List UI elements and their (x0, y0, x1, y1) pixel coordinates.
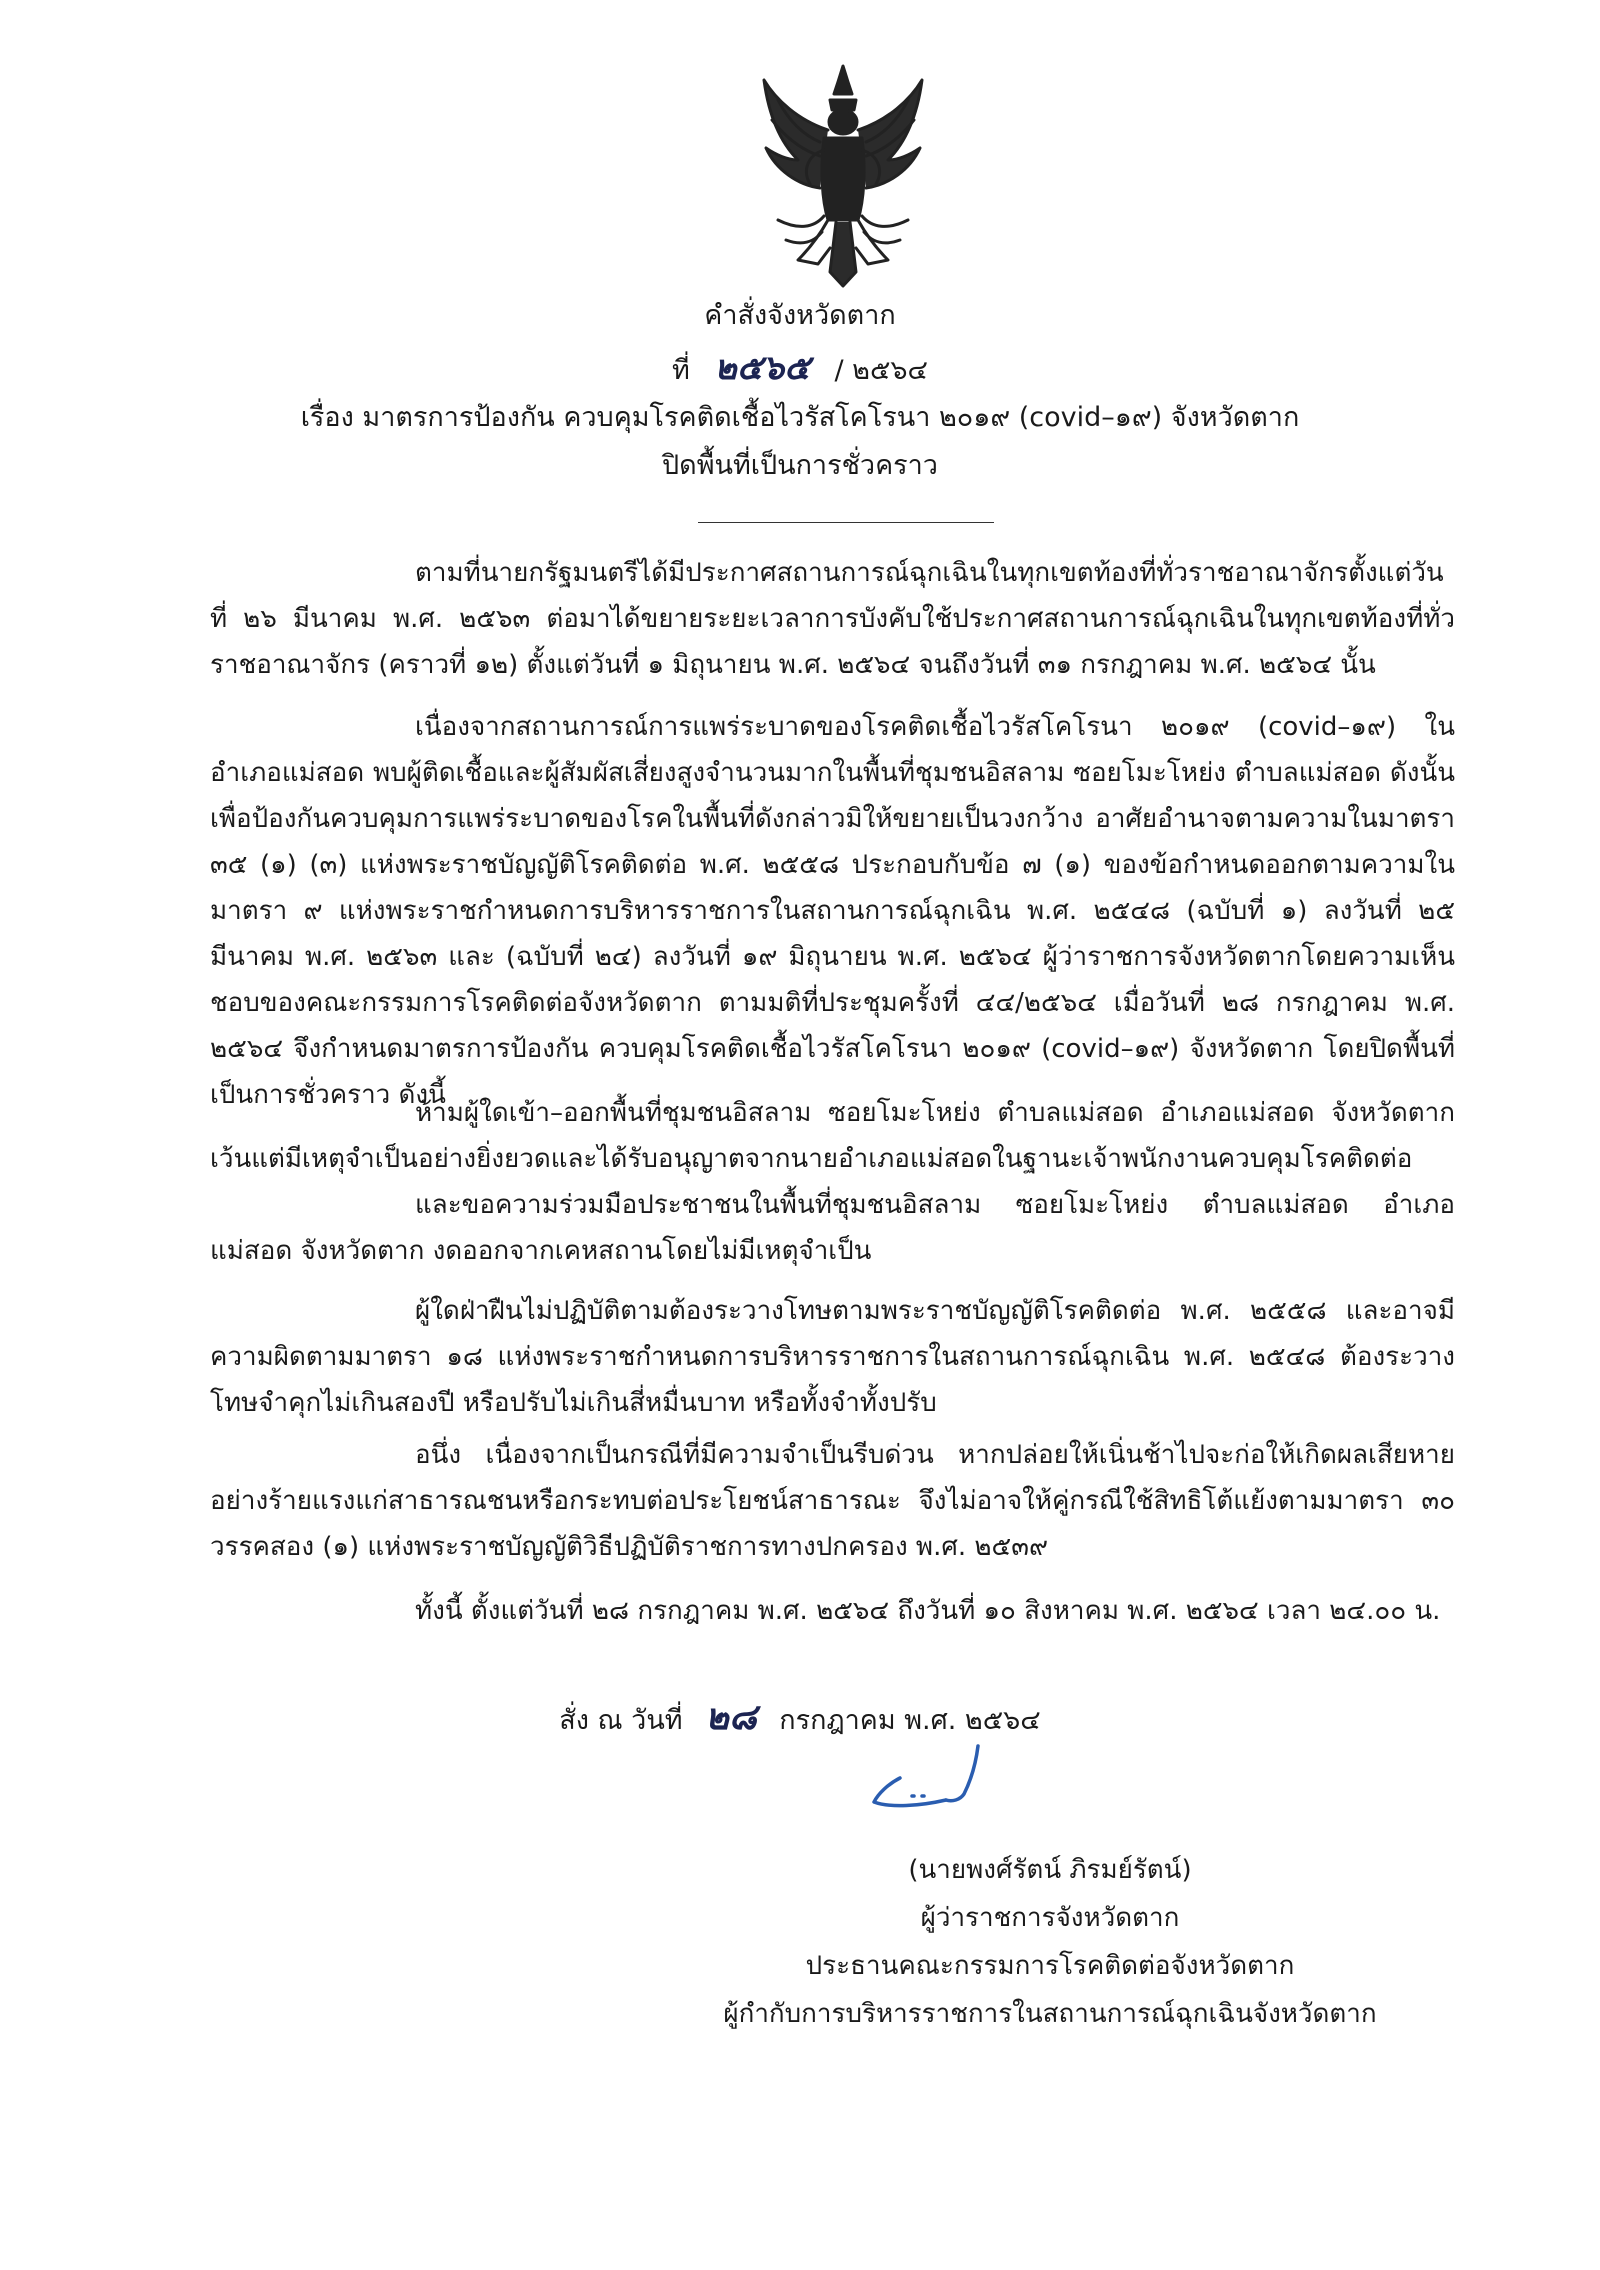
paragraph-3: ห้ามผู้ใดเข้า–ออกพื้นที่ชุมชนอิสลาม ซอยโมะโหย่ง ตำบลแม่สอด อำเภอแม่สอด จังหวัดตาก เว้นแต่มีเหตุจำเป็นอย่างยิ่งยวดและได้รับอนุญาตจากนายอำเภอแม่สอดในฐานะเจ้าพนักงานควบคุมโรคติดต่อ (210, 1098, 1455, 1174)
order-title: คำสั่งจังหวัดตาก (704, 300, 896, 331)
signatory-title-2: ประธานคณะกรรมการโรคติดต่อจังหวัดตาก (805, 1951, 1295, 1981)
subject-line-2: ปิดพื้นที่เป็นการชั่วคราว (662, 450, 938, 481)
date-month-year: กรกฎาคม พ.ศ. ๒๕๖๔ (779, 1705, 1041, 1736)
paragraph-4: และขอความร่วมมือประชาชนในพื้นที่ชุมชนอิสลาม ซอยโมะโหย่ง ตำบลแม่สอด อำเภอแม่สอด จังหวัดตาก งดออกจากเคหสถานโดยไม่มีเหตุจำเป็น (210, 1190, 1455, 1266)
date-prefix: สั่ง ณ วันที่ (559, 1705, 683, 1736)
date-day-handwritten: ๒๘ (705, 1696, 757, 1738)
signatory-name: (นายพงศ์รัตน์ ภิรมย์รัตน์) (908, 1855, 1192, 1885)
paragraph-2: เนื่องจากสถานการณ์การแพร่ระบาดของโรคติดเชื้อไวรัสโคโรนา ๒๐๑๙ (covid–๑๙) ในอำเภอแม่สอด พบผู้ติดเชื้อและผู้สัมผัสเสี่ยงสูงจำนวนมากในพื้นที่ชุมชนอิสลาม ซอยโมะโหย่ง ตำบลแม่สอด ดังนั้นเพื่อป้องกันควบคุมการแพร่ระบาดของโรคในพื้นที่ดังกล่าวมิให้ขยายเป็นวงกว้าง อาศัยอำนาจตามความในมาตรา ๓๕ (๑) (๓) แห่งพระราชบัญญัติโรคติดต่อ พ.ศ. ๒๕๕๘ ประกอบกับข้อ ๗ (๑) ของข้อกำหนดออกตามความในมาตรา ๙ แห่งพระราชกำหนดการบริหารราชการในสถานการณ์ฉุกเฉิน พ.ศ. ๒๕๔๘ (ฉบับที่ ๑) ลงวันที่ ๒๕ มีนาคม พ.ศ. ๒๕๖๓ และ (ฉบับที่ ๒๔) ลงวันที่ ๑๙ มิถุนายน พ.ศ. ๒๕๖๔ ผู้ว่าราชการจังหวัดตากโดยความเห็นชอบของคณะกรรมการโรคติดต่อจังหวัดตาก ตามมติที่ประชุมครั้งที่ ๔๔/๒๕๖๔ เมื่อวันที่ ๒๘ กรกฎาคม พ.ศ. ๒๕๖๔ จึงกำหนดมาตรการป้องกัน ควบคุมโรคติดเชื้อไวรัสโคโรนา ๒๐๑๙ (covid–๑๙) จังหวัดตาก โดยปิดพื้นที่เป็นการชั่วคราว ดังนี้ (210, 712, 1455, 1110)
order-number-year: / ๒๕๖๔ (834, 355, 928, 386)
handwritten-signature-icon (860, 1738, 1010, 1818)
paragraph-1: ตามที่นายกรัฐมนตรีได้มีประกาศสถานการณ์ฉุกเฉินในทุกเขตท้องที่ทั่วราชอาณาจักรตั้งแต่วันที่ ๒๖ มีนาคม พ.ศ. ๒๕๖๓ ต่อมาได้ขยายระยะเวลาการบังคับใช้ประกาศสถานการณ์ฉุกเฉินในทุกเขตท้องที่ทั่วราชอาณาจักร (คราวที่ ๑๒) ตั้งแต่วันที่ ๑ มิถุนายน พ.ศ. ๒๕๖๔ จนถึงวันที่ ๓๑ กรกฎาคม พ.ศ. ๒๕๖๔ นั้น (210, 558, 1455, 680)
order-date-line (0, 1688, 1600, 1745)
order-number-handwritten: ๒๕๖๕ (714, 348, 810, 388)
order-number-prefix: ที่ (672, 355, 690, 386)
signatory-title-1: ผู้ว่าราชการจังหวัดตาก (920, 1903, 1180, 1933)
subject-line-1: เรื่อง มาตรการป้องกัน ควบคุมโรคติดเชื้อไวรัสโคโรนา ๒๐๑๙ (covid–๑๙) จังหวัดตาก (300, 402, 1300, 433)
header-separator (698, 522, 994, 523)
garuda-emblem-icon (758, 60, 928, 292)
paragraph-5: ผู้ใดฝ่าฝืนไม่ปฏิบัติตามต้องระวางโทษตามพระราชบัญญัติโรคติดต่อ พ.ศ. ๒๕๕๘ และอาจมีความผิดตามมาตรา ๑๘ แห่งพระราชกำหนดการบริหารราชการในสถานการณ์ฉุกเฉิน พ.ศ. ๒๕๔๘ ต้องระวางโทษจำคุกไม่เกินสองปี หรือปรับไม่เกินสี่หมื่นบาท หรือทั้งจำทั้งปรับ (210, 1296, 1455, 1418)
order-number-line (0, 340, 1600, 394)
paragraph-6: อนึ่ง เนื่องจากเป็นกรณีที่มีความจำเป็นรีบด่วน หากปล่อยให้เนิ่นช้าไปจะก่อให้เกิดผลเสียหายอย่างร้ายแรงแก่สาธารณชนหรือกระทบต่อประโยชน์สาธารณะ จึงไม่อาจให้คู่กรณีใช้สิทธิโต้แย้งตามมาตรา ๓๐ วรรคสอง (๑) แห่งพระราชบัญญัติวิธีปฏิบัติราชการทางปกครอง พ.ศ. ๒๕๓๙ (210, 1440, 1455, 1562)
signatory-title-3: ผู้กำกับการบริหารราชการในสถานการณ์ฉุกเฉินจังหวัดตาก (723, 1999, 1377, 2029)
paragraph-7: ทั้งนี้ ตั้งแต่วันที่ ๒๘ กรกฎาคม พ.ศ. ๒๕๖๔ ถึงวันที่ ๑๐ สิงหาคม พ.ศ. ๒๕๖๔ เวลา ๒๔.๐๐ น. (415, 1596, 1441, 1626)
